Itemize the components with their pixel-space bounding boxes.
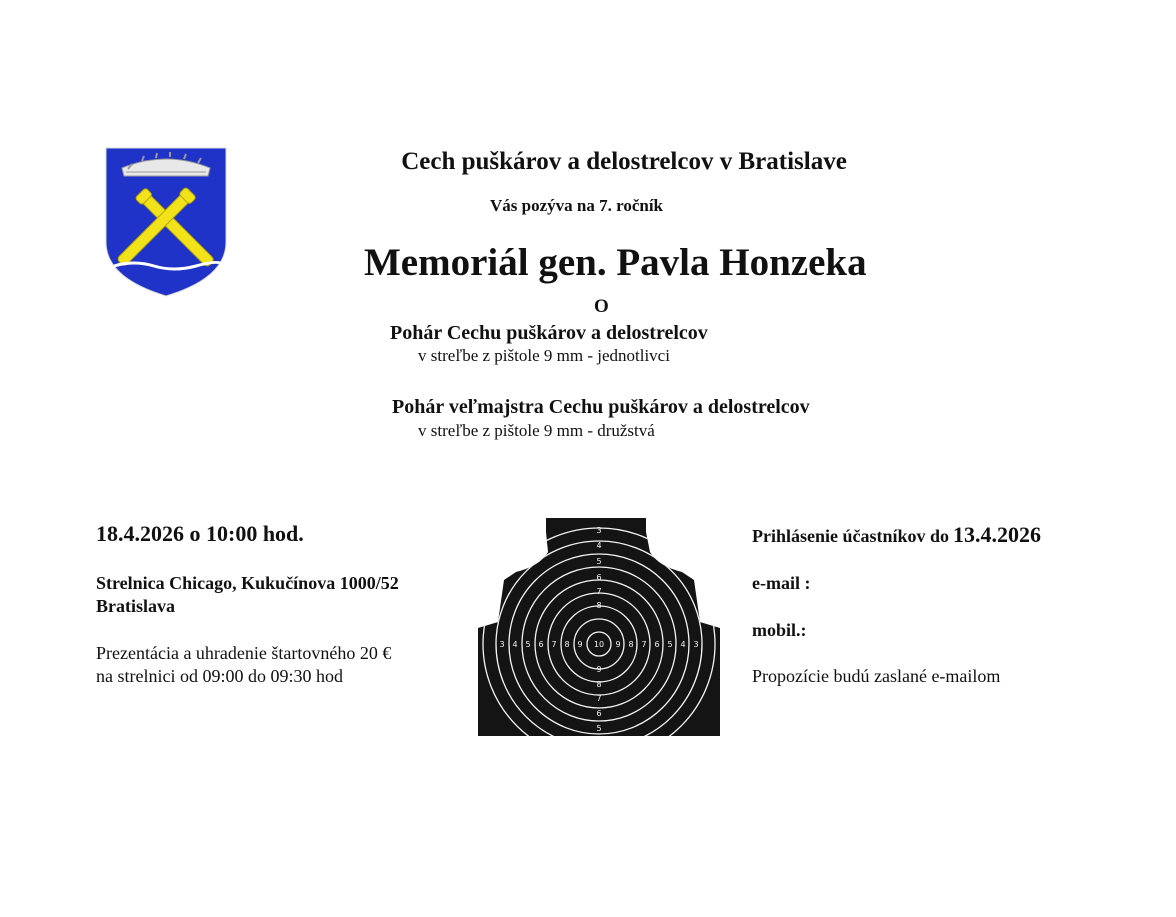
target-label: 9 [615, 640, 621, 649]
target-label: 3 [596, 526, 602, 535]
target-label: 8 [596, 680, 602, 689]
target-label: 7 [551, 640, 557, 649]
target-center-label: 10 [593, 640, 605, 649]
target-label: 6 [596, 573, 602, 582]
fee-info-line2: na strelnici od 09:00 do 09:30 hod [96, 666, 343, 686]
target-label: 5 [667, 640, 673, 649]
target-label: 4 [512, 640, 518, 649]
target-label: 5 [525, 640, 531, 649]
target-label: 5 [596, 557, 602, 566]
target-label: 9 [596, 665, 602, 674]
organization-title: Cech puškárov a delostrelcov v Bratislave [401, 148, 847, 175]
fee-info-line1: Prezentácia a uhradenie štartovného 20 € [96, 643, 392, 663]
target-label: 8 [564, 640, 570, 649]
mobile-label: mobil.: [752, 620, 807, 640]
target-label: 6 [596, 709, 602, 718]
competition-title-individual: Pohár Cechu puškárov a delostrelcov [390, 322, 708, 344]
target-label: 6 [654, 640, 660, 649]
registration-deadline [752, 522, 1041, 548]
target-label: 8 [596, 601, 602, 610]
target-label: 7 [596, 694, 602, 703]
venue-address: Strelnica Chicago, Kukučínova 1000/52 [96, 573, 399, 593]
competition-subtitle-team: v streľbe z pištole 9 mm - družstvá [418, 421, 655, 440]
target-label: 3 [693, 640, 699, 649]
target-label: 6 [538, 640, 544, 649]
target-label: 8 [628, 640, 634, 649]
target-label: 3 [499, 640, 505, 649]
venue-city: Bratislava [96, 596, 175, 616]
target-label: 7 [596, 587, 602, 596]
connector-letter: O [594, 296, 609, 317]
invitation-line: Vás pozýva na 7. ročník [490, 196, 664, 215]
shooting-target-image [478, 518, 720, 736]
target-label: 4 [596, 541, 602, 550]
target-label: 4 [680, 640, 686, 649]
registration-date: 13.4.2026 [953, 522, 1042, 547]
target-label: 9 [577, 640, 583, 649]
email-label: e-mail : [752, 573, 811, 593]
event-date-time: 18.4.2026 o 10:00 hod. [96, 521, 304, 546]
propositions-note: Propozície budú zaslané e-mailom [752, 666, 1001, 686]
event-title: Memoriál gen. Pavla Honzeka [364, 241, 867, 284]
registration-label: Prihlásenie účastníkov do [752, 526, 950, 546]
competition-subtitle-individual: v streľbe z pištole 9 mm - jednotlivci [418, 346, 670, 365]
competition-title-team: Pohár veľmajstra Cechu puškárov a delostrelcov [392, 396, 810, 418]
target-label: 5 [596, 724, 602, 733]
target-label: 7 [641, 640, 647, 649]
